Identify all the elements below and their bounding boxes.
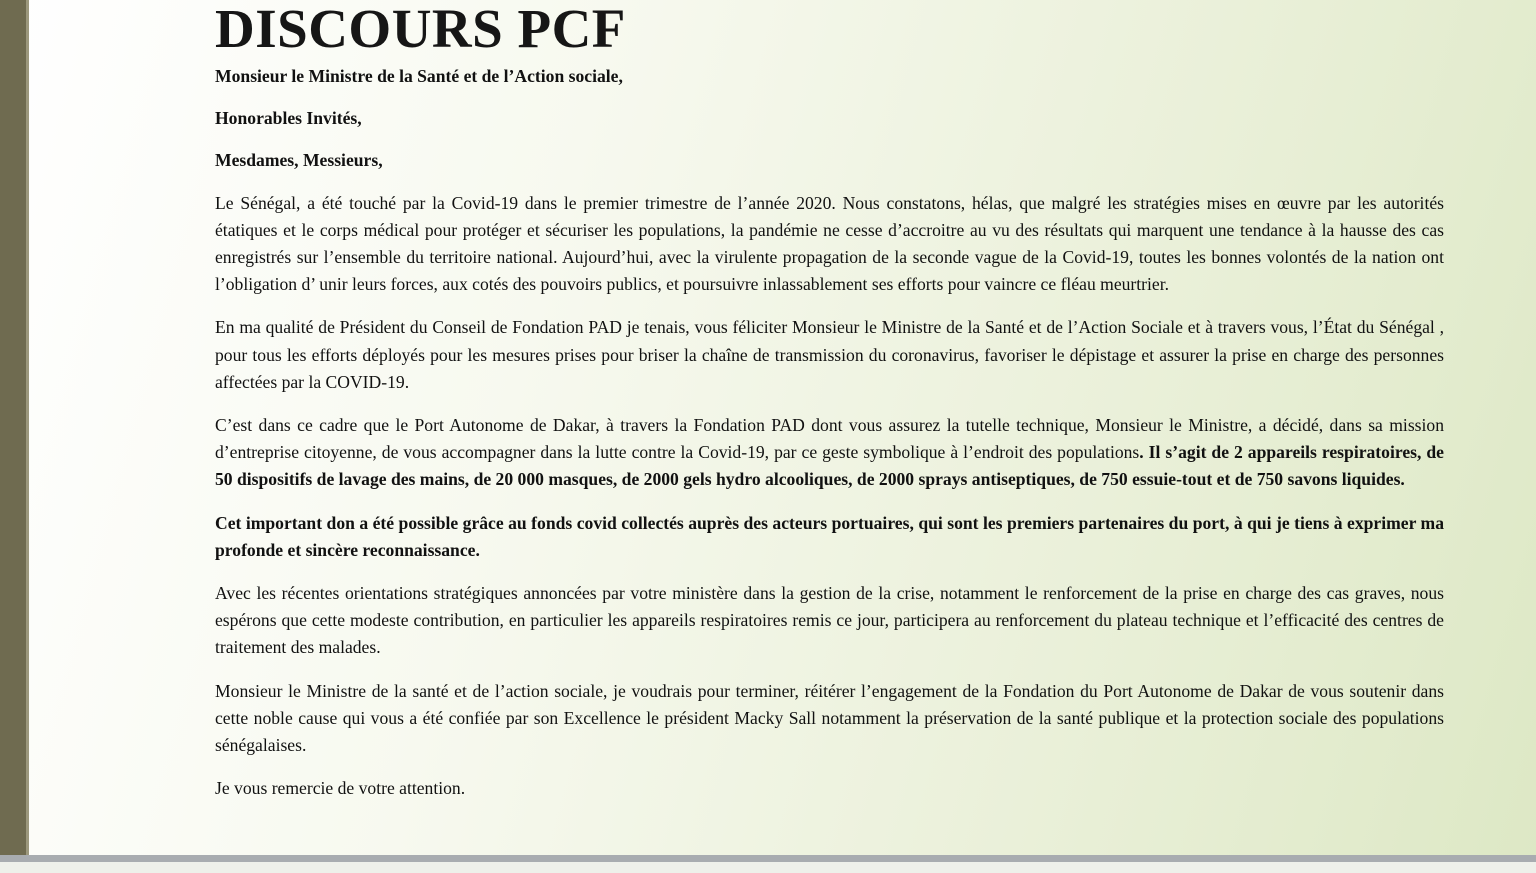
left-frame-bar bbox=[0, 0, 26, 873]
donation-items-text: . Il s’agit de 2 appareils respiratoires, de 50 dispositifs de lavage des mains, de 20 000 masques, de 2000 gels hydro alcooliques, de 2000 sprays antiseptiques, de 750 essuie-tout et de 750 savons liquides. bbox=[215, 442, 1444, 490]
salutation-minister: Monsieur le Ministre de la Santé et de l’Action sociale, bbox=[215, 66, 623, 86]
paragraph-acknowledgement: Cet important don a été possible grâce au fonds covid collectés auprès des acteurs portuaires, qui sont les premiers partenaires du port, à qui je tiens à exprimer ma profonde et sincère reconnaissance. bbox=[215, 512, 1444, 560]
salutation-audience: Mesdames, Messieurs, bbox=[215, 150, 383, 171]
paragraph-congratulations: En ma qualité de Président du Conseil de Fondation PAD je tenais, vous féliciter Monsieur le Ministre de la Santé et de l’Action Sociale et à travers vous, l’État du Sénégal , pour tous les efforts déployés pour les mesures prises pour briser la chaîne de transmission du coronavirus, favoriser le dépistage et assurer la prise en charge des personnes affectées par la COVID-19. bbox=[215, 317, 1444, 392]
paragraph-commitment: Monsieur le Ministre de la santé et de l’action sociale, je voudrais pour terminer, réitérer l’engagement de la Fondation du Port Autonome de Dakar de vous soutenir dans cette noble cause qui vous a été confiée par son Excellence le président Macky Sall notamment la préservation de la santé publique et la protection sociale des populations sénégalaises. bbox=[215, 680, 1444, 756]
closing-line: Je vous remercie de votre attention. bbox=[215, 778, 466, 799]
paragraph-covid-context: Le Sénégal, a été touché par la Covid-19 dans le premier trimestre de l’année 2020. Nous constatons, hélas, que malgré les stratégies mises en œuvre par les autorités étatiques et le corps médical pour protéger et sécuriser les populations, la pandémie ne cesse d’accroitre au vu des résultats qui marquent une tendance à la hausse des cas enregistrés sur l’ensemble du territoire national. Aujourd’hui, avec la virulente propagation de la seconde vague de la Covid-19, toutes les bonnes volontés de la nation ont l’obligation d’ unir leurs forces, aux cotés des pouvoirs publics, et poursuivre inlassablement ses efforts pour vaincre ce fléau meurtrier. bbox=[215, 192, 1444, 295]
left-frame-edge bbox=[26, 0, 29, 873]
paragraph-donation bbox=[215, 412, 1444, 494]
document-page bbox=[215, 0, 1444, 818]
document-title: DISCOURS PCF bbox=[215, 0, 626, 59]
bottom-frame-bar bbox=[0, 855, 1536, 862]
paragraph-strategy: Avec les récentes orientations stratégiques annoncées par votre ministère dans la gestion de la crise, notamment le renforcement de la prise en charge des cas graves, nous espérons que cette modeste contribution, en particulier les appareils respiratoires remis ce jour, participera au renforcement du plateau technique et l’efficacité des centres de traitement des malades. bbox=[215, 583, 1444, 658]
donation-intro-text: C’est dans ce cadre que le Port Autonome de Dakar, à travers la Fondation PAD dont vous assurez la tutelle technique, Monsieur le Ministre, a décidé, dans sa mission d’entreprise citoyenne, de vous accompagner dans la lutte contre la Covid-19, par ce geste symbolique à l’endroit des populations bbox=[215, 415, 1444, 463]
bottom-frame-strip bbox=[0, 862, 1536, 873]
salutation-guests: Honorables Invités, bbox=[215, 108, 362, 129]
